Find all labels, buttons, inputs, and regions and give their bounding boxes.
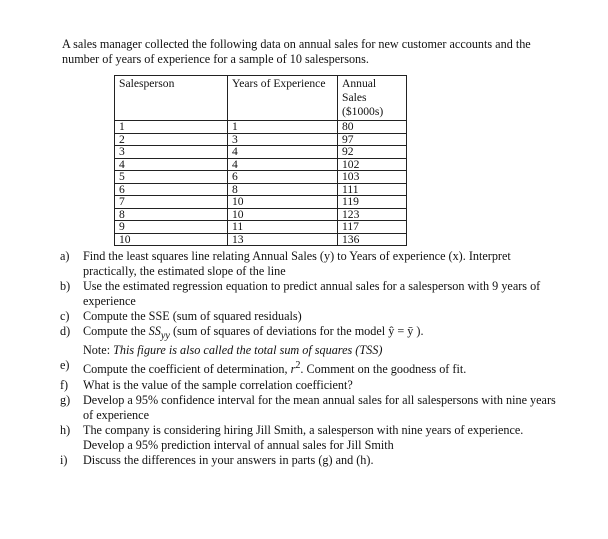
cell-sales: 136 [338,233,407,246]
header-years-experience: Years of Experience [228,76,338,121]
question-h [60,423,560,453]
r-superscript: 2 [295,360,301,372]
question-e [60,358,560,377]
sales-data-table [114,75,407,246]
question-b [60,279,560,309]
cell-sales: 103 [338,171,407,184]
intro-paragraph: A sales manager collected the following data on annual sales for new customer accounts and the number of years of experience for a sample of 10 salespersons. [62,37,531,66]
header-salesperson: Salesperson [115,76,228,121]
question-label: h) [60,422,71,437]
cell-sales: 111 [338,183,407,196]
question-label: c) [60,309,70,323]
cell-sales: 119 [338,196,407,209]
question-label: b) [60,279,71,293]
question-text: Use the estimated regression equation to predict annual sales for a salesperson with 9 years of experience [83,279,541,308]
cell-years: 4 [228,158,338,171]
question-text-pre: Compute the [83,324,149,338]
cell-salesperson: 5 [115,171,228,184]
question-text: Develop a 95% confidence interval for the mean annual sales for all salespersons with nine years of experience [83,392,556,422]
cell-salesperson: 7 [115,196,228,209]
cell-sales: 117 [338,221,407,234]
cell-years: 13 [228,233,338,246]
table-row [115,146,407,159]
cell-salesperson: 8 [115,208,228,221]
r-symbol: r [290,362,296,377]
question-label: e) [60,358,70,373]
cell-salesperson: 2 [115,133,228,146]
question-label: d) [60,324,71,338]
cell-salesperson: 6 [115,183,228,196]
cell-salesperson: 9 [115,221,228,234]
question-label: f) [60,377,69,392]
question-text-post: . Comment on the goodness of fit. [300,362,467,377]
table-header-row [115,76,407,121]
cell-years: 11 [228,221,338,234]
question-f [60,378,560,393]
question-text-pre: Compute the coefficient of determination, [83,362,291,377]
note-line [60,343,560,358]
cell-years: 10 [228,208,338,221]
cell-years: 10 [228,196,338,209]
cell-sales: 92 [338,146,407,159]
question-label: g) [60,392,71,407]
question-g [60,393,560,423]
question-label: i) [60,452,68,467]
cell-salesperson: 10 [115,233,228,246]
question-label: a) [60,249,70,263]
question-a [60,249,560,279]
question-text: Discuss the differences in your answers in parts (g) and (h). [83,452,374,467]
question-text: The company is considering hiring Jill Smith, a salesperson with nine years of experience. Develop a 95% prediction interval of annual sales for Jill Smith [83,422,524,452]
question-text-post: (sum of squares of deviations for the model ŷ = ȳ ). [169,324,424,338]
table-row [115,171,407,184]
cell-salesperson: 4 [115,158,228,171]
table-row [115,121,407,134]
header-annual-sales: Annual Sales ($1000s) [338,76,407,121]
cell-sales: 123 [338,208,407,221]
note-label: Note: [83,343,111,358]
table-row [115,221,407,234]
ss-subscript: yy [160,330,170,342]
cell-years: 1 [228,121,338,134]
table-row [115,196,407,209]
cell-sales: 80 [338,121,407,134]
table-row [115,133,407,146]
cell-years: 8 [228,183,338,196]
table-row [115,158,407,171]
table-row [115,183,407,196]
cell-years: 4 [228,146,338,159]
question-text: Compute the SSE (sum of squared residuals) [83,309,302,323]
cell-sales: 97 [338,133,407,146]
cell-years: 3 [228,133,338,146]
table-row [115,233,407,246]
ss-symbol: SS [148,324,161,338]
question-list [60,249,560,468]
question-c [60,309,560,324]
cell-salesperson: 3 [115,146,228,159]
question-text: Find the least squares line relating Annual Sales (y) to Years of experience (x). Interpret practically, the estimated slope of the line [83,249,511,278]
note-text: This figure is also called the total sum of squares (TSS) [113,343,383,358]
question-i [60,453,560,468]
cell-salesperson: 1 [115,121,228,134]
cell-sales: 102 [338,158,407,171]
table-row [115,208,407,221]
question-d [60,324,560,343]
cell-years: 6 [228,171,338,184]
question-text: What is the value of the sample correlation coefficient? [83,377,353,392]
